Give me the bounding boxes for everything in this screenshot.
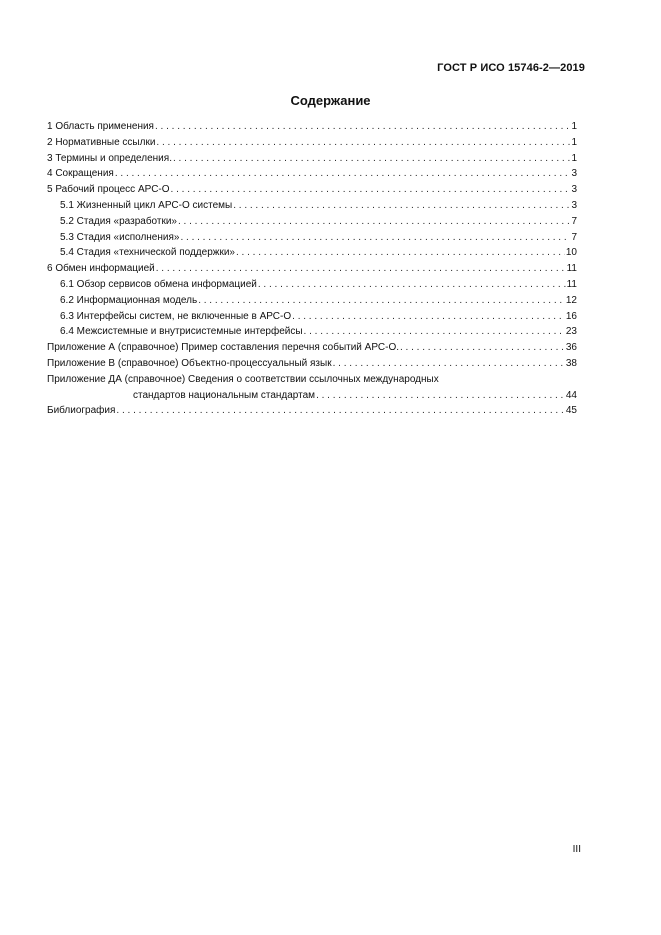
toc-entry-label: 5.1 Жизненный цикл АРС-О системы: [60, 199, 233, 211]
toc-entry[interactable]: [47, 356, 577, 372]
toc-entry-page: 45: [565, 405, 577, 417]
dot-leader: [173, 151, 570, 167]
toc-entry[interactable]: [47, 324, 577, 340]
toc-entry-page: 38: [565, 357, 577, 369]
toc-entry-label: 5 Рабочий процесс АРС-О: [47, 184, 170, 196]
dot-leader: [116, 403, 564, 419]
toc-entry[interactable]: [47, 309, 577, 325]
toc-entry-page: 1: [571, 136, 577, 148]
toc-entry-label: 3 Термины и определения.: [47, 152, 172, 164]
dot-leader: [156, 261, 566, 277]
toc-entry-appendix-da[interactable]: [47, 372, 577, 404]
toc-entry-label: Приложение А (справочное) Пример составления перечня событий АРС-О.: [47, 342, 399, 354]
dot-leader: [292, 309, 565, 325]
toc-entry-page: 23: [565, 326, 577, 338]
toc-entry-label: 5.3 Стадия «исполнения»: [60, 231, 180, 243]
toc-entry[interactable]: [47, 198, 577, 214]
dot-leader: [198, 293, 565, 309]
dot-leader: [156, 135, 570, 151]
toc-entry-page: 12: [565, 294, 577, 306]
toc-entry-label: 6.2 Информационная модель: [60, 294, 198, 306]
toc-entry[interactable]: [47, 135, 577, 151]
toc-entry-label: стандартов национальным стандартам: [133, 389, 316, 401]
dot-leader: [233, 198, 570, 214]
dot-leader: [258, 277, 566, 293]
toc-entry-label: Приложение В (справочное) Объектно-процессуальный язык: [47, 357, 332, 369]
toc-entry[interactable]: [47, 293, 577, 309]
toc-entry-label: Библиография: [47, 405, 116, 417]
toc-entry[interactable]: [47, 151, 577, 167]
toc-entry-label: 6.3 Интерфейсы систем, не включенные в АРС-О: [60, 310, 292, 322]
toc-entry-label: 5.2 Стадия «разработки»: [60, 215, 177, 227]
toc-entry[interactable]: [47, 245, 577, 261]
dot-leader: [304, 324, 565, 340]
toc-entry-page: 3: [571, 168, 577, 180]
toc-entry-page: 11: [566, 263, 577, 275]
dot-leader: [155, 119, 570, 135]
toc-entry-page: 44: [565, 389, 577, 401]
table-of-contents: [47, 119, 577, 419]
toc-entry-label: 5.4 Стадия «технической поддержки»: [60, 247, 235, 259]
toc-entry[interactable]: [47, 277, 577, 293]
toc-entry[interactable]: [47, 166, 577, 182]
dot-leader: [171, 182, 571, 198]
toc-entry-page: 10: [565, 247, 577, 259]
toc-entry-page: 3: [571, 184, 577, 196]
page-number: III: [572, 844, 581, 855]
toc-entry-label: 6.1 Обзор сервисов обмена информацией: [60, 278, 257, 290]
toc-entry-page: 1: [571, 152, 577, 164]
dot-leader: [400, 340, 565, 356]
dot-leader: [180, 230, 570, 246]
toc-entry[interactable]: [47, 119, 577, 135]
toc-entry-label: 6 Обмен информацией: [47, 263, 155, 275]
toc-entry[interactable]: [47, 230, 577, 246]
toc-entry-label: 4 Сокращения: [47, 168, 114, 180]
toc-entry-bibliography[interactable]: [47, 403, 577, 419]
toc-entry-page: 3: [571, 199, 577, 211]
toc-entry[interactable]: [47, 261, 577, 277]
dot-leader: [316, 388, 565, 404]
toc-entry-label: 6.4 Межсистемные и внутрисистемные интерфейсы: [60, 326, 303, 338]
toc-entry[interactable]: [47, 340, 577, 356]
toc-entry-label: 2 Нормативные ссылки: [47, 136, 156, 148]
dot-leader: [115, 166, 571, 182]
toc-entry[interactable]: [47, 182, 577, 198]
toc-entry-page: 1: [571, 121, 577, 132]
toc-title: Содержание: [290, 93, 371, 108]
toc-entry-page: 36: [565, 342, 577, 354]
toc-entry-label: 1 Область применения: [47, 121, 154, 132]
dot-leader: [236, 245, 565, 261]
toc-entry[interactable]: [47, 214, 577, 230]
toc-entry-page: 7: [571, 231, 577, 243]
document-header-code: ГОСТ Р ИСО 15746-2—2019: [437, 62, 585, 74]
dot-leader: [178, 214, 570, 230]
dot-leader: [333, 356, 565, 372]
toc-entry-page: 7: [571, 215, 577, 227]
toc-entry-page: 16: [565, 310, 577, 322]
toc-entry-label: Приложение ДА (справочное) Сведения о соответствии ссылочных международных: [47, 373, 439, 385]
toc-entry-page: 11: [566, 278, 577, 290]
